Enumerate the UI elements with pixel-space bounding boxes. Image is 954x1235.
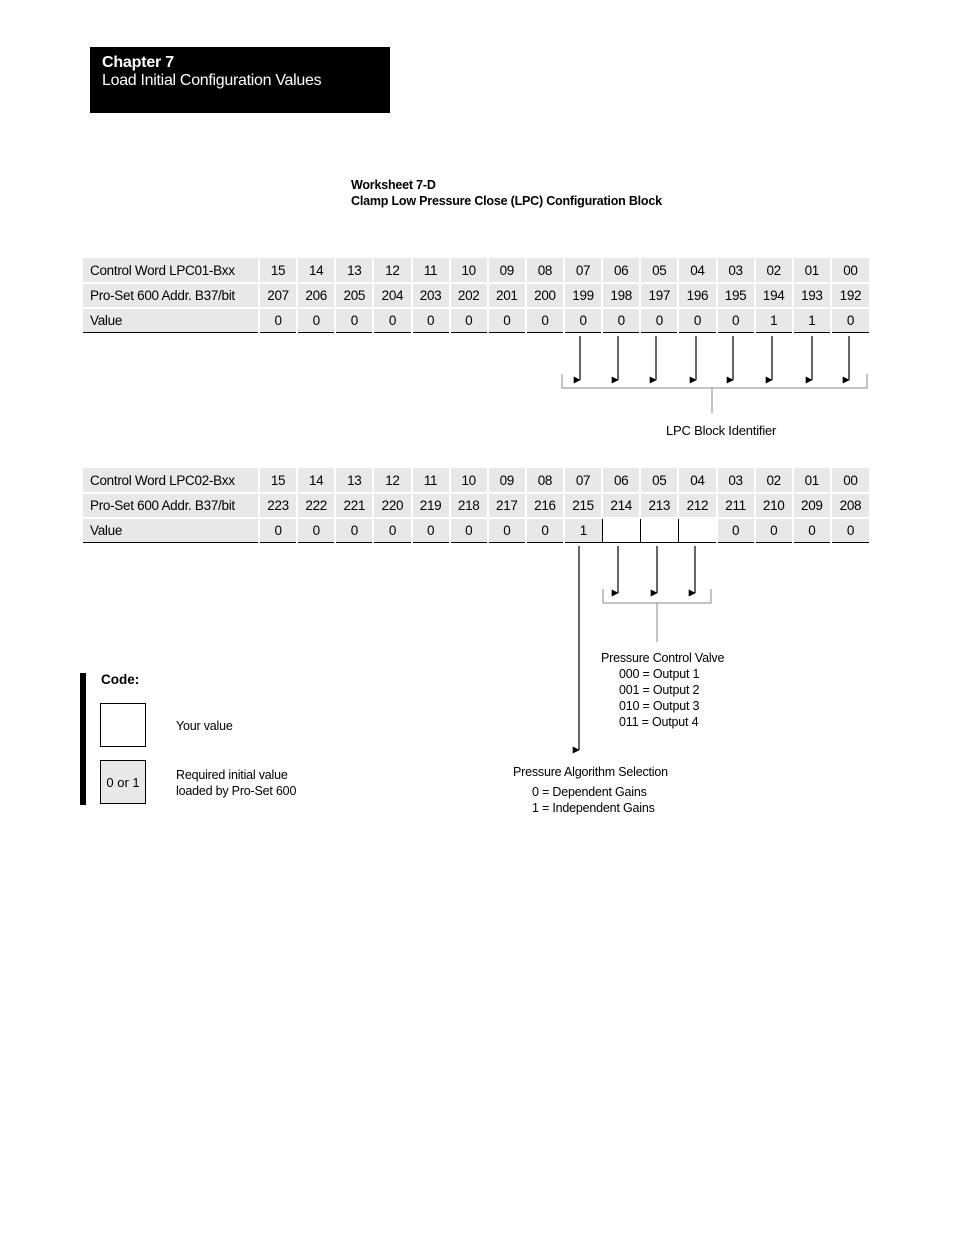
- addr-cell: 213: [640, 493, 678, 518]
- pressure-valve-arrows: [618, 546, 695, 593]
- addr-cell: 202: [450, 283, 488, 308]
- addr-cell: 205: [335, 283, 373, 308]
- bit-cell: 03: [717, 259, 755, 284]
- value-cell: 0: [564, 308, 602, 333]
- pressure-control-valve-options: [601, 666, 724, 730]
- addr-cell: 216: [526, 493, 564, 518]
- pressure-algorithm-title: Pressure Algorithm Selection: [513, 765, 668, 779]
- addr-cell: 204: [373, 283, 411, 308]
- value-cell: 0: [717, 308, 755, 333]
- addr-cell: 199: [564, 283, 602, 308]
- addr-cell: 206: [297, 283, 335, 308]
- value-cell: 0: [717, 518, 755, 543]
- value-cell: 1: [793, 308, 831, 333]
- bit-cell: 08: [526, 469, 564, 494]
- addr-cell: 209: [793, 493, 831, 518]
- row-label: Control Word LPC02-Bxx: [83, 469, 259, 494]
- addr-cell: 201: [488, 283, 526, 308]
- your-value-label: Your value: [176, 719, 233, 733]
- bit-cell: 10: [450, 259, 488, 284]
- value-cell: 0: [678, 308, 716, 333]
- lpc-identifier-arrows: [580, 336, 849, 380]
- bit-cell: 02: [755, 259, 793, 284]
- chapter-number: Chapter 7: [102, 54, 174, 71]
- bit-cell: 07: [564, 259, 602, 284]
- value-cell: 0: [526, 308, 564, 333]
- pressure-valve-bracket: [603, 589, 711, 642]
- bit-cell: 07: [564, 469, 602, 494]
- option-item: 000 = Output 1: [619, 667, 700, 681]
- bit-cell: 01: [793, 259, 831, 284]
- addr-cell: 222: [297, 493, 335, 518]
- value-cell: 0: [412, 308, 450, 333]
- row-label: Pro-Set 600 Addr. B37/bit: [83, 283, 259, 308]
- addr-cell: 193: [793, 283, 831, 308]
- addr-cell: 207: [259, 283, 297, 308]
- addr-cell: 210: [755, 493, 793, 518]
- addr-cell: 196: [678, 283, 716, 308]
- value-cell: 0: [450, 518, 488, 543]
- bit-cell: 04: [678, 469, 716, 494]
- value-cell: 0: [602, 308, 640, 333]
- addr-cell: 195: [717, 283, 755, 308]
- value-cell: 0: [412, 518, 450, 543]
- addr-cell: 219: [412, 493, 450, 518]
- value-cell: 1: [564, 518, 602, 543]
- bit-cell: 00: [831, 469, 869, 494]
- value-cell: 0: [297, 518, 335, 543]
- value-cell: 0: [373, 308, 411, 333]
- bit-cell: 00: [831, 259, 869, 284]
- value-cell: 0: [640, 308, 678, 333]
- your-value-swatch: [100, 703, 146, 747]
- required-value-swatch: 0 or 1: [100, 760, 146, 804]
- pressure-algorithm-note: [513, 764, 668, 816]
- value-cell: 0: [526, 518, 564, 543]
- required-value-line: loaded by Pro-Set 600: [176, 784, 297, 798]
- addr-cell: 223: [259, 493, 297, 518]
- worksheet-number: Worksheet 7-D: [351, 178, 436, 192]
- value-cell: 0: [259, 308, 297, 333]
- addr-cell: 200: [526, 283, 564, 308]
- bit-cell: 05: [640, 259, 678, 284]
- bit-cell: 14: [297, 469, 335, 494]
- row-label: Value: [83, 518, 259, 543]
- bit-cell: 12: [373, 469, 411, 494]
- addr-cell: 197: [640, 283, 678, 308]
- value-cell: 0: [259, 518, 297, 543]
- addr-cell: 211: [717, 493, 755, 518]
- bit-cell: 13: [335, 259, 373, 284]
- bit-cell: 12: [373, 259, 411, 284]
- row-label: Value: [83, 308, 259, 333]
- bit-cell: 14: [297, 259, 335, 284]
- row-label: Control Word LPC01-Bxx: [83, 259, 259, 284]
- addr-cell: 203: [412, 283, 450, 308]
- pressure-algorithm-options: [513, 784, 668, 816]
- pressure-control-valve-title: Pressure Control Valve: [601, 651, 725, 665]
- value-cell: 0: [450, 308, 488, 333]
- bit-cell: 06: [602, 259, 640, 284]
- bit-cell: 09: [488, 259, 526, 284]
- option-item: 1 = Independent Gains: [532, 801, 655, 815]
- chapter-title: Load Initial Configuration Values: [102, 72, 322, 89]
- required-value-label: [176, 767, 296, 799]
- bit-cell: 06: [602, 469, 640, 494]
- value-cell: 0: [831, 518, 869, 543]
- code-legend-title: Code:: [101, 672, 140, 687]
- lpc-block-identifier-label: LPC Block Identifier: [666, 423, 777, 438]
- addr-cell: 220: [373, 493, 411, 518]
- bit-cell: 13: [335, 469, 373, 494]
- value-cell: 0: [335, 518, 373, 543]
- option-item: 001 = Output 2: [619, 683, 700, 697]
- bit-cell: 15: [259, 259, 297, 284]
- addr-cell: 221: [335, 493, 373, 518]
- bit-cell: 10: [450, 469, 488, 494]
- value-cell: 0: [488, 308, 526, 333]
- row-label: Pro-Set 600 Addr. B37/bit: [83, 493, 259, 518]
- bit-cell: 02: [755, 469, 793, 494]
- value-cell: 0: [488, 518, 526, 543]
- addr-cell: 215: [564, 493, 602, 518]
- worksheet-title: Clamp Low Pressure Close (LPC) Configuration Block: [351, 194, 662, 208]
- bit-cell: 09: [488, 469, 526, 494]
- option-item: 011 = Output 4: [619, 715, 699, 729]
- pressure-control-valve-note: [601, 650, 724, 730]
- lpc-identifier-bracket: [562, 374, 867, 413]
- value-cell: 0: [373, 518, 411, 543]
- addr-cell: 208: [831, 493, 869, 518]
- addr-cell: 218: [450, 493, 488, 518]
- addr-cell: 194: [755, 283, 793, 308]
- bit-cell: 03: [717, 469, 755, 494]
- required-value-line: Required initial value: [176, 768, 288, 782]
- bit-cell: 08: [526, 259, 564, 284]
- addr-cell: 212: [678, 493, 716, 518]
- value-cell: 0: [755, 518, 793, 543]
- addr-cell: 217: [488, 493, 526, 518]
- value-cell: 0: [793, 518, 831, 543]
- value-cell: 1: [755, 308, 793, 333]
- value-cell: 0: [831, 308, 869, 333]
- addr-cell: 214: [602, 493, 640, 518]
- addr-cell: 198: [602, 283, 640, 308]
- bit-cell: 04: [678, 259, 716, 284]
- bit-cell: 15: [259, 469, 297, 494]
- value-cell: 0: [335, 308, 373, 333]
- bit-cell: 01: [793, 469, 831, 494]
- option-item: 010 = Output 3: [619, 699, 700, 713]
- bit-cell: 05: [640, 469, 678, 494]
- addr-cell: 192: [831, 283, 869, 308]
- option-item: 0 = Dependent Gains: [532, 785, 647, 799]
- bit-cell: 11: [412, 469, 450, 494]
- bit-cell: 11: [412, 259, 450, 284]
- code-legend-bar: [80, 673, 86, 805]
- value-cell: 0: [297, 308, 335, 333]
